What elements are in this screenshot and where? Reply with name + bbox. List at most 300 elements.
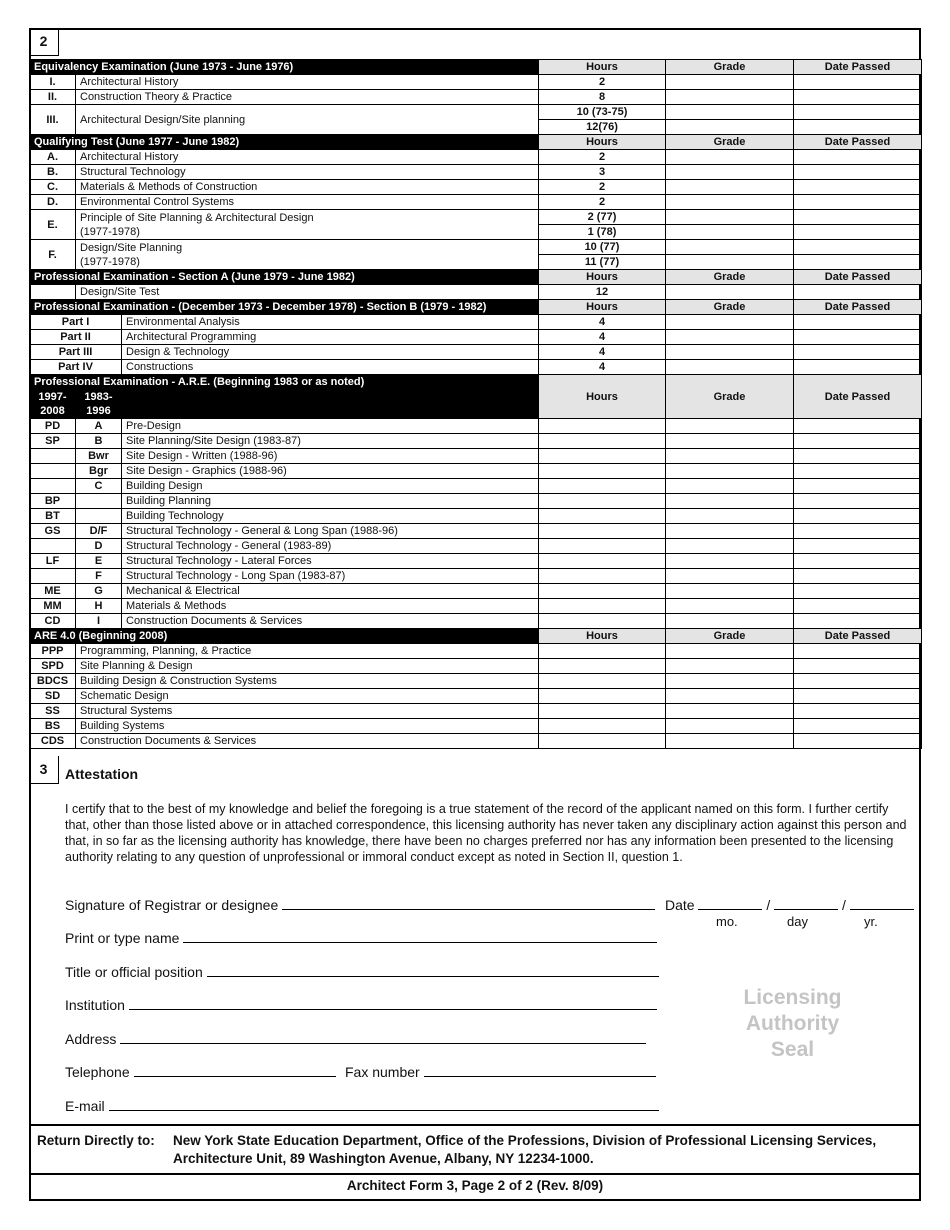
date-passed-column-header: Date Passed (794, 300, 922, 315)
grade-input-cell[interactable] (666, 479, 794, 494)
grade-input-cell[interactable] (666, 150, 794, 165)
exam-name: Architectural Design/Site planning (76, 105, 539, 135)
hours-column-header: Hours (539, 135, 666, 150)
are-col-1997-2008 (30, 390, 76, 419)
date-passed-input-cell[interactable] (794, 719, 922, 734)
date-passed-input-cell[interactable] (794, 569, 922, 584)
exam-hours: 2 (539, 180, 666, 195)
are-col-year: 1997- (38, 391, 67, 403)
date-passed-input-cell[interactable] (794, 419, 922, 434)
grade-column-header: Grade (666, 300, 794, 315)
date-passed-input-cell[interactable] (794, 180, 922, 195)
table-row (30, 330, 922, 345)
are-code-1996: F (76, 569, 122, 584)
grade-column-header: Grade (666, 135, 794, 150)
exam-record-table (29, 59, 922, 749)
grade-input-cell[interactable] (666, 584, 794, 599)
date-passed-input-cell[interactable] (794, 539, 922, 554)
grade-input-cell[interactable] (666, 90, 794, 105)
exam-hours: 4 (539, 360, 666, 375)
table-row (30, 494, 922, 509)
date-passed-input-cell[interactable] (794, 360, 922, 375)
date-passed-column-header: Date Passed (794, 60, 922, 75)
grade-input-cell[interactable] (666, 345, 794, 360)
are-code-2008 (30, 479, 76, 494)
institution-label: Institution (65, 997, 125, 1013)
grade-input-cell[interactable] (666, 524, 794, 539)
date-passed-input-cell[interactable] (794, 689, 922, 704)
exam-name-line: Design/Site Planning (80, 241, 183, 254)
telephone-label: Telephone (65, 1064, 130, 1080)
table-row (30, 180, 922, 195)
are-code-1996: D (76, 539, 122, 554)
table-row (30, 584, 922, 599)
hours-column-header: Hours (539, 270, 666, 285)
exam-name: Pre-Design (122, 419, 539, 434)
exam-name-line: (1977-1978) (80, 255, 140, 268)
exam-code: PPP (30, 644, 76, 659)
exam-name: Constructions (122, 360, 539, 375)
date-passed-column-header: Date Passed (794, 375, 922, 419)
exam-hours[interactable] (539, 539, 666, 554)
are-code-2008 (30, 569, 76, 584)
date-passed-input-cell[interactable] (794, 150, 922, 165)
are-col-year: 2008 (40, 405, 65, 417)
date-passed-column-header: Date Passed (794, 629, 922, 644)
table-row (30, 240, 922, 255)
are-code-2008: LF (30, 554, 76, 569)
fax-field[interactable] (345, 1064, 656, 1080)
date-passed-input-cell[interactable] (794, 90, 922, 105)
grade-input-cell[interactable] (666, 255, 794, 270)
exam-code: BDCS (30, 674, 76, 689)
return-divider (29, 1124, 921, 1126)
table-row (30, 285, 922, 300)
grade-input-cell[interactable] (666, 644, 794, 659)
grade-input-cell[interactable] (666, 449, 794, 464)
date-passed-input-cell[interactable] (794, 240, 922, 255)
exam-name: Building Planning (122, 494, 539, 509)
exam-hours: 3 (539, 165, 666, 180)
grade-input-cell[interactable] (666, 225, 794, 240)
table-row (30, 644, 922, 659)
date-passed-input-cell[interactable] (794, 614, 922, 629)
hours-column-header: Hours (539, 375, 666, 419)
exam-code: C. (30, 180, 76, 195)
hours-column-header: Hours (539, 629, 666, 644)
exam-name: Construction Documents & Services (76, 734, 539, 749)
return-address-line-2: Architecture Unit, 89 Washington Avenue, Albany, NY 12234-1000. (173, 1151, 594, 1166)
table-row (30, 659, 922, 674)
date-passed-input-cell[interactable] (794, 105, 922, 120)
are-col-year: 1983- (84, 391, 113, 403)
table-row (30, 360, 922, 375)
attestation-text: I certify that to the best of my knowledge and belief the foregoing is a true statement of the record of the applicant named on this form. I further certify that, other than those listed above or in attached correspondence, this licensing authority has never taken any disciplinary action against this person and that, in so far as the licensing authority has knowledge, there have been no charges preferred nor has any information been presented to the licensing authority relating to any question of unprofessional or immoral conduct except as noted in Section II, question 1. (65, 802, 907, 864)
grade-input-cell[interactable] (666, 569, 794, 584)
qualifying-header-title: Qualifying Test (June 1977 - June 1982) (30, 135, 539, 150)
signature-label: Signature of Registrar or designee (65, 897, 279, 913)
are-code-2008 (30, 449, 76, 464)
exam-name: Structural Technology (76, 165, 539, 180)
grade-column-header: Grade (666, 629, 794, 644)
date-passed-input-cell[interactable] (794, 659, 922, 674)
grade-input-cell[interactable] (666, 285, 794, 300)
are-header (30, 375, 922, 390)
exam-hours[interactable] (539, 674, 666, 689)
are-code-2008: BT (30, 509, 76, 524)
exam-hours: 2 (539, 75, 666, 90)
grade-column-header: Grade (666, 375, 794, 419)
exam-hours: 2 (539, 195, 666, 210)
exam-code (30, 285, 76, 300)
are-code-1996: C (76, 479, 122, 494)
are-code-1996: B (76, 434, 122, 449)
date-passed-input-cell[interactable] (794, 165, 922, 180)
exam-code: I. (30, 75, 76, 90)
grade-input-cell[interactable] (666, 330, 794, 345)
are-code-1996: I (76, 614, 122, 629)
grade-input-cell[interactable] (666, 419, 794, 434)
exam-name-line: (1977-1978) (80, 225, 140, 238)
table-row (30, 509, 922, 524)
exam-name: Site Planning/Site Design (1983-87) (122, 434, 539, 449)
exam-name: Site Planning & Design (76, 659, 539, 674)
are-code-2008: SP (30, 434, 76, 449)
are-code-2008: PD (30, 419, 76, 434)
are-code-1996: Bwr (76, 449, 122, 464)
exam-hours[interactable] (539, 554, 666, 569)
exam-hours: 12(76) (539, 120, 666, 135)
official-title-label: Title or official position (65, 964, 203, 980)
date-passed-input-cell[interactable] (794, 434, 922, 449)
grade-input-cell[interactable] (666, 539, 794, 554)
exam-hours[interactable] (539, 524, 666, 539)
date-passed-input-cell[interactable] (794, 285, 922, 300)
date-passed-input-cell[interactable] (794, 524, 922, 539)
are-code-1996: Bgr (76, 464, 122, 479)
exam-name: Mechanical & Electrical (122, 584, 539, 599)
date-passed-input-cell[interactable] (794, 330, 922, 345)
return-address (173, 1132, 913, 1168)
grade-input-cell[interactable] (666, 599, 794, 614)
exam-hours[interactable] (539, 614, 666, 629)
table-row (30, 75, 922, 90)
exam-code: D. (30, 195, 76, 210)
exam-hours[interactable] (539, 689, 666, 704)
date-passed-input-cell[interactable] (794, 734, 922, 749)
exam-name: Programming, Planning, & Practice (76, 644, 539, 659)
exam-hours: 11 (77) (539, 255, 666, 270)
exam-name: Materials & Methods of Construction (76, 180, 539, 195)
exam-name: Architectural History (76, 150, 539, 165)
exam-name: Environmental Control Systems (76, 195, 539, 210)
grade-input-cell[interactable] (666, 674, 794, 689)
grade-input-cell[interactable] (666, 494, 794, 509)
print-name-label: Print or type name (65, 930, 180, 946)
print-name-field[interactable] (65, 930, 657, 946)
exam-code: SD (30, 689, 76, 704)
table-row (30, 719, 922, 734)
are-code-1996 (76, 509, 122, 524)
grade-input-cell[interactable] (666, 659, 794, 674)
hours-column-header: Hours (539, 300, 666, 315)
exam-hours: 2 (77) (539, 210, 666, 225)
date-passed-input-cell[interactable] (794, 464, 922, 479)
exam-name: Structural Technology - Lateral Forces (122, 554, 539, 569)
exam-name: Materials & Methods (122, 599, 539, 614)
table-row (30, 689, 922, 704)
exam-name: Structural Systems (76, 704, 539, 719)
exam-name: Building Design (122, 479, 539, 494)
grade-input-cell[interactable] (666, 360, 794, 375)
date-passed-input-cell[interactable] (794, 704, 922, 719)
date-passed-input-cell[interactable] (794, 225, 922, 240)
prof-b-header (30, 300, 922, 315)
grade-input-cell[interactable] (666, 165, 794, 180)
exam-hours: 4 (539, 345, 666, 360)
grade-input-cell[interactable] (666, 434, 794, 449)
table-row (30, 614, 922, 629)
telephone-field[interactable] (65, 1064, 336, 1080)
date-passed-input-cell[interactable] (794, 554, 922, 569)
exam-hours: 8 (539, 90, 666, 105)
exam-name-line: Principle of Site Planning & Architectural Design (80, 211, 314, 224)
grade-input-cell[interactable] (666, 614, 794, 629)
attestation-title: Attestation (65, 766, 139, 782)
exam-hours: 2 (539, 150, 666, 165)
exam-hours[interactable] (539, 569, 666, 584)
are-code-2008: BP (30, 494, 76, 509)
table-row (30, 524, 922, 539)
table-row (30, 539, 922, 554)
date-day-label: day (787, 914, 808, 929)
table-row (30, 479, 922, 494)
exam-code: E. (30, 210, 76, 240)
equivalency-header-title: Equivalency Examination (June 1973 - June 1976) (30, 60, 539, 75)
exam-hours[interactable] (539, 494, 666, 509)
fax-label: Fax number (345, 1064, 420, 1080)
exam-name: Design/Site Test (76, 285, 539, 300)
section-2-number: 2 (29, 28, 59, 56)
date-passed-input-cell[interactable] (794, 494, 922, 509)
form-footer: Architect Form 3, Page 2 of 2 (Rev. 8/09) (346, 1178, 604, 1193)
exam-hours[interactable] (539, 704, 666, 719)
exam-code: A. (30, 150, 76, 165)
date-passed-input-cell[interactable] (794, 345, 922, 360)
exam-code: Part III (30, 345, 122, 360)
prof-b-header-title: Professional Examination - (December 1973 - December 1978) - Section B (1979 - 1982) (30, 300, 539, 315)
exam-hours[interactable] (539, 599, 666, 614)
exam-hours[interactable] (539, 449, 666, 464)
grade-column-header: Grade (666, 270, 794, 285)
exam-name: Architectural History (76, 75, 539, 90)
date-passed-input-cell[interactable] (794, 674, 922, 689)
table-row (30, 345, 922, 360)
grade-input-cell[interactable] (666, 315, 794, 330)
qualifying-header (30, 135, 922, 150)
exam-code: CDS (30, 734, 76, 749)
exam-hours[interactable] (539, 434, 666, 449)
address-label: Address (65, 1031, 117, 1047)
exam-code: F. (30, 240, 76, 270)
grade-input-cell[interactable] (666, 734, 794, 749)
exam-hours[interactable] (539, 479, 666, 494)
grade-input-cell[interactable] (666, 180, 794, 195)
exam-name: Schematic Design (76, 689, 539, 704)
table-row (30, 165, 922, 180)
exam-name: Building Technology (122, 509, 539, 524)
date-passed-column-header: Date Passed (794, 135, 922, 150)
date-passed-input-cell[interactable] (794, 644, 922, 659)
are-code-1996: D/F (76, 524, 122, 539)
grade-input-cell[interactable] (666, 704, 794, 719)
date-passed-input-cell[interactable] (794, 479, 922, 494)
are-col-1983-1996 (76, 390, 122, 419)
are-code-2008 (30, 464, 76, 479)
exam-name: Structural Technology - Long Span (1983-87) (122, 569, 539, 584)
email-field[interactable] (65, 1098, 659, 1114)
exam-hours[interactable] (539, 659, 666, 674)
institution-field[interactable] (65, 997, 657, 1013)
table-row (30, 599, 922, 614)
are-code-1996: A (76, 419, 122, 434)
exam-hours[interactable] (539, 509, 666, 524)
exam-code: Part I (30, 315, 122, 330)
exam-name: Site Design - Written (1988-96) (122, 449, 539, 464)
prof-a-header-title: Professional Examination - Section A (June 1979 - June 1982) (30, 270, 539, 285)
are-code-1996: G (76, 584, 122, 599)
equivalency-header (30, 60, 922, 75)
section-3-number: 3 (29, 756, 59, 784)
exam-name: Architectural Programming (122, 330, 539, 345)
grade-input-cell[interactable] (666, 509, 794, 524)
are4-header (30, 629, 922, 644)
date-passed-input-cell[interactable] (794, 75, 922, 90)
exam-code: SPD (30, 659, 76, 674)
exam-code: II. (30, 90, 76, 105)
exam-hours[interactable] (539, 464, 666, 479)
exam-name: Site Design - Graphics (1988-96) (122, 464, 539, 479)
date-mo-label: mo. (716, 914, 738, 929)
date-passed-input-cell[interactable] (794, 195, 922, 210)
return-label: Return Directly to: (37, 1133, 155, 1148)
are-code-2008: MM (30, 599, 76, 614)
date-passed-input-cell[interactable] (794, 210, 922, 225)
exam-name: Environmental Analysis (122, 315, 539, 330)
date-passed-input-cell[interactable] (794, 509, 922, 524)
exam-hours[interactable] (539, 719, 666, 734)
exam-name: Building Systems (76, 719, 539, 734)
are4-header-title: ARE 4.0 (Beginning 2008) (30, 629, 539, 644)
date-passed-input-cell[interactable] (794, 255, 922, 270)
exam-hours[interactable] (539, 419, 666, 434)
date-passed-input-cell[interactable] (794, 584, 922, 599)
table-row (30, 674, 922, 689)
are-code-2008: CD (30, 614, 76, 629)
hours-column-header: Hours (539, 60, 666, 75)
are-col-year: 1996 (86, 405, 111, 417)
exam-hours: 10 (73-75) (539, 105, 666, 120)
grade-input-cell[interactable] (666, 554, 794, 569)
grade-input-cell[interactable] (666, 464, 794, 479)
are-header-title: Professional Examination - A.R.E. (Beginning 1983 or as noted) (30, 375, 539, 390)
exam-code: Part II (30, 330, 122, 345)
are-code-2008 (30, 539, 76, 554)
grade-input-cell[interactable] (666, 195, 794, 210)
address-field[interactable] (65, 1031, 646, 1047)
exam-name: Construction Theory & Practice (76, 90, 539, 105)
grade-input-cell[interactable] (666, 105, 794, 120)
footer-divider (29, 1173, 921, 1175)
seal-line-1: Licensing (743, 986, 842, 1009)
are-subheader-blank (122, 390, 539, 419)
exam-hours: 4 (539, 315, 666, 330)
table-row (30, 449, 922, 464)
exam-name: Design & Technology (122, 345, 539, 360)
date-passed-input-cell[interactable] (794, 315, 922, 330)
exam-hours: 12 (539, 285, 666, 300)
prof-a-header (30, 270, 922, 285)
grade-input-cell[interactable] (666, 120, 794, 135)
exam-hours[interactable] (539, 734, 666, 749)
exam-code: III. (30, 105, 76, 135)
exam-name (76, 210, 539, 240)
signature-field[interactable] (65, 897, 655, 913)
table-row (30, 554, 922, 569)
email-label: E-mail (65, 1098, 105, 1114)
date-passed-input-cell[interactable] (794, 599, 922, 614)
exam-code: Part IV (30, 360, 122, 375)
exam-name (76, 240, 539, 270)
seal-line-2: Authority (745, 1012, 840, 1035)
date-field[interactable]: Date / / (665, 897, 914, 913)
table-row (30, 105, 922, 120)
exam-name: Structural Technology - General & Long Span (1988-96) (122, 524, 539, 539)
grade-input-cell[interactable] (666, 210, 794, 225)
grade-input-cell[interactable] (666, 719, 794, 734)
official-title-field[interactable] (65, 964, 659, 980)
exam-hours[interactable] (539, 584, 666, 599)
are-code-2008: GS (30, 524, 76, 539)
exam-hours: 10 (77) (539, 240, 666, 255)
grade-input-cell[interactable] (666, 240, 794, 255)
table-row (30, 90, 922, 105)
date-passed-input-cell[interactable] (794, 449, 922, 464)
are-code-1996: E (76, 554, 122, 569)
table-row (30, 704, 922, 719)
exam-hours: 1 (78) (539, 225, 666, 240)
date-yr-label: yr. (864, 914, 878, 929)
date-passed-column-header: Date Passed (794, 270, 922, 285)
are-code-1996 (76, 494, 122, 509)
table-row (30, 434, 922, 449)
exam-code: B. (30, 165, 76, 180)
exam-code: BS (30, 719, 76, 734)
exam-hours[interactable] (539, 644, 666, 659)
are-code-2008: ME (30, 584, 76, 599)
grade-input-cell[interactable] (666, 75, 794, 90)
table-row (30, 734, 922, 749)
table-row (30, 195, 922, 210)
exam-name: Building Design & Construction Systems (76, 674, 539, 689)
table-row (30, 419, 922, 434)
table-row (30, 569, 922, 584)
table-row (30, 315, 922, 330)
table-row (30, 464, 922, 479)
exam-hours: 4 (539, 330, 666, 345)
grade-input-cell[interactable] (666, 689, 794, 704)
date-passed-input-cell[interactable] (794, 120, 922, 135)
